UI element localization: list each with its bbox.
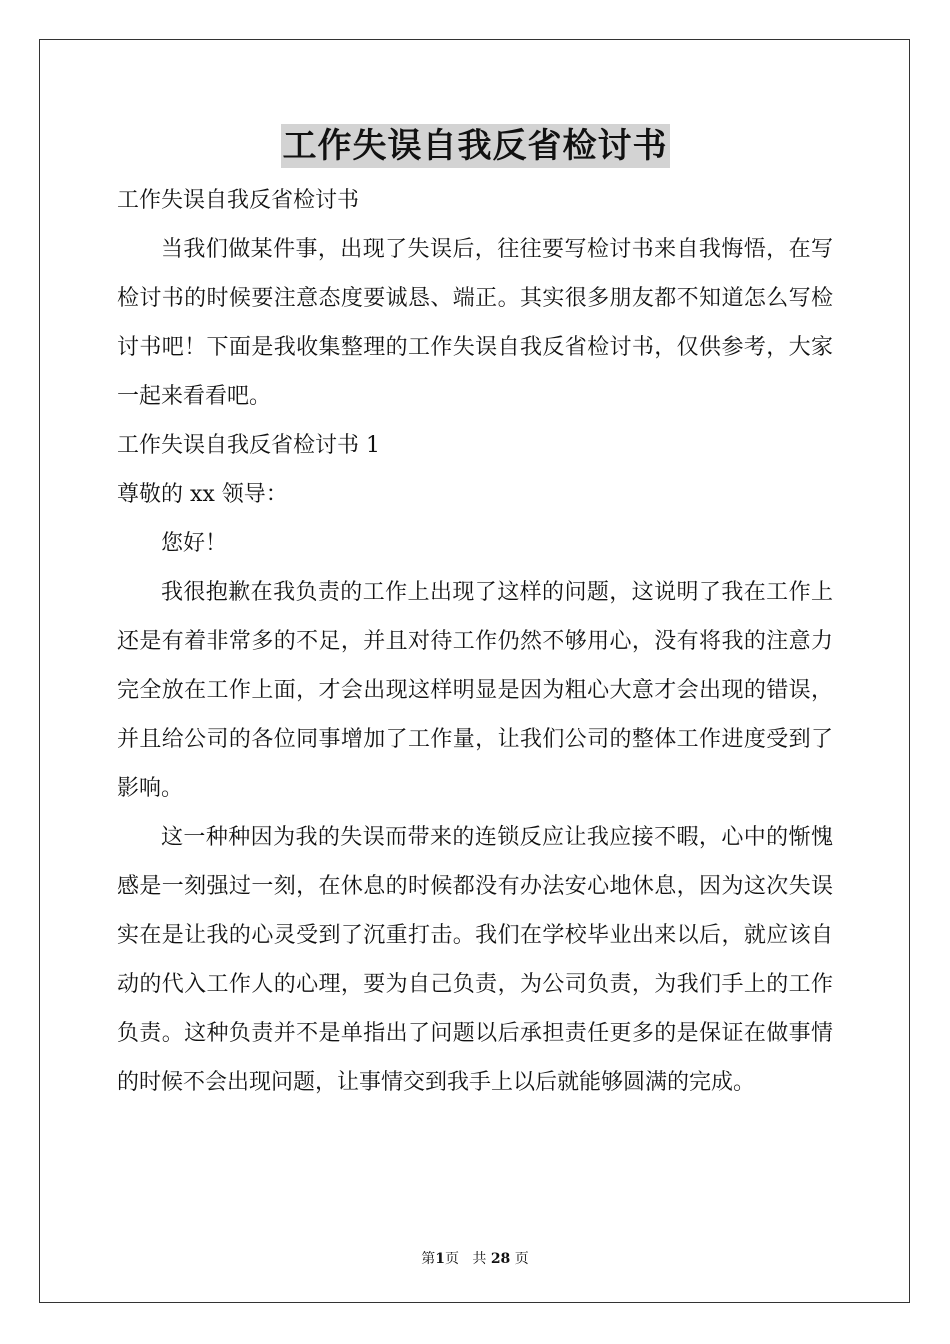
salutation: 尊敬的 xx 领导： xyxy=(117,482,288,507)
total-prefix: 共 xyxy=(472,1251,487,1267)
page-prefix: 第 xyxy=(421,1251,436,1267)
total-suffix: 页 xyxy=(514,1251,529,1267)
title-area xyxy=(0,124,950,168)
page-footer xyxy=(0,1250,950,1268)
intro-paragraph: 当我们做某件事，出现了失误后，往往要写检讨书来自我悔悟，在写检讨书的时候要注意态度要诚恳、端正。其实很多朋友都不知道怎么写检讨书吧！下面是我收集整理的工作失误自我反省检讨书，仅供参考，大家一起来看看吧。 xyxy=(117,237,833,409)
subtitle: 工作失误自我反省检讨书 xyxy=(117,188,360,213)
total-pages: 28 xyxy=(490,1251,511,1267)
section-title: 工作失误自我反省检讨书 1 xyxy=(117,433,380,458)
page-number: 1 xyxy=(435,1251,445,1267)
body-paragraph-2: 这一种种因为我的失误而带来的连锁反应让我应接不暇，心中的惭愧感是一刻强过一刻，在休息的时候都没有办法安心地休息，因为这次失误实在是让我的心灵受到了沉重打击。我们在学校毕业出来以后，就应该自动的代入工作人的心理，要为自己负责，为公司负责，为我们手上的工作负责。这种负责并不是单指出了问题以后承担责任更多的是保证在做事情的时候不会出现问题，让事情交到我手上以后就能够圆满的完成。 xyxy=(117,825,833,1095)
page-suffix: 页 xyxy=(445,1251,459,1267)
greeting: 您好！ xyxy=(161,531,228,556)
body-paragraph-1: 我很抱歉在我负责的工作上出现了这样的问题，这说明了我在工作上还是有着非常多的不足，并且对待工作仍然不够用心，没有将我的注意力完全放在工作上面，才会出现这样明显是因为粗心大意才会出现的错误，并且给公司的各位同事增加了工作量，让我们公司的整体工作进度受到了影响。 xyxy=(117,580,833,801)
document-body xyxy=(117,176,833,1107)
document-title: 工作失误自我反省检讨书 xyxy=(282,126,668,166)
